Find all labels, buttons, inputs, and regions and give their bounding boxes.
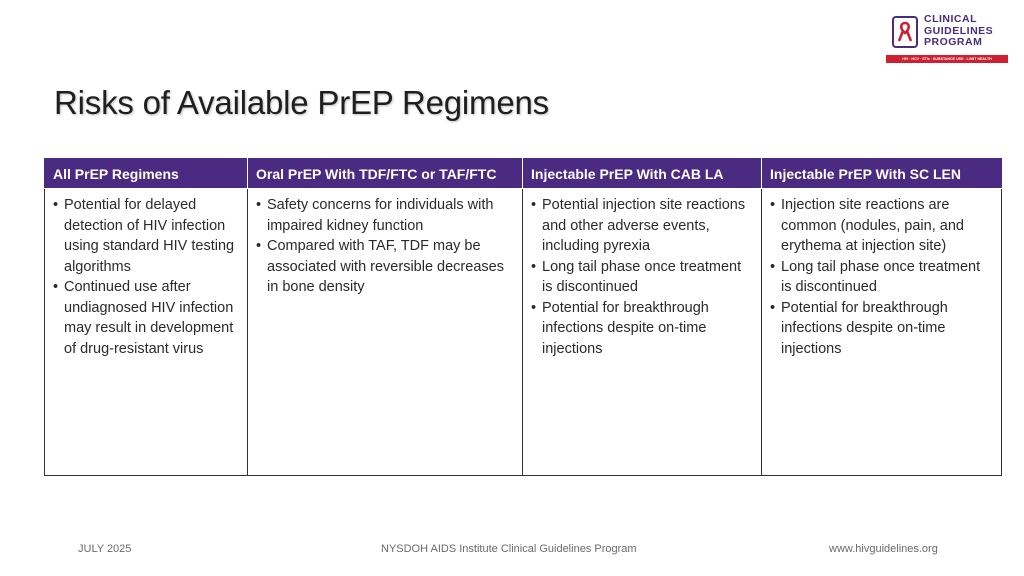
list-item: • Long tail phase once treatment is discontinued [531, 257, 753, 298]
list-item: • Injection site reactions are common (nodules, pain, and erythema at injection site) [770, 195, 993, 257]
slide-title: Risks of Available PrEP Regimens [54, 84, 549, 121]
list-item: • Compared with TAF, TDF may be associated with reversible decreases in bone density [256, 236, 514, 298]
cell-all-prep [45, 189, 248, 476]
list-item: • Potential injection site reactions and other adverse events, including pyrexia [531, 195, 753, 257]
logo-text: CLINICAL GUIDELINES PROGRAM [924, 13, 994, 48]
list-item: • Long tail phase once treatment is discontinued [770, 257, 993, 298]
footer-program: NYSDOH AIDS Institute Clinical Guidelines Program [381, 543, 637, 555]
header-cab-la: Injectable PrEP With CAB LA [523, 159, 762, 189]
header-all-prep: All PrEP Regimens [45, 159, 248, 189]
list-item: • Potential for breakthrough infections despite on-time injections [770, 298, 993, 360]
header-sc-len: Injectable PrEP With SC LEN [762, 159, 1002, 189]
footer-date: JULY 2025 [78, 543, 132, 555]
logo-tagline: HIV · HCV · STIs · SUBSTANCE USE · LGBT HEALTH [886, 55, 1008, 63]
table-row [45, 189, 1002, 476]
list-item: • Potential for breakthrough infections despite on-time injections [531, 298, 753, 360]
ribbon-icon [892, 16, 918, 48]
prep-risks-table [44, 158, 1002, 476]
cell-oral-prep [248, 189, 523, 476]
header-oral-prep: Oral PrEP With TDF/FTC or TAF/FTC [248, 159, 523, 189]
clinical-guidelines-program-logo [886, 13, 1008, 65]
cell-sc-len [762, 189, 1002, 476]
list-item: • Continued use after undiagnosed HIV infection may result in development of drug-resistant virus [53, 277, 239, 359]
table-header-row [45, 159, 1002, 189]
cell-cab-la [523, 189, 762, 476]
footer-url[interactable]: www.hivguidelines.org [829, 543, 938, 555]
list-item: • Potential for delayed detection of HIV infection using standard HIV testing algorithms [53, 195, 239, 277]
list-item: • Safety concerns for individuals with impaired kidney function [256, 195, 514, 236]
